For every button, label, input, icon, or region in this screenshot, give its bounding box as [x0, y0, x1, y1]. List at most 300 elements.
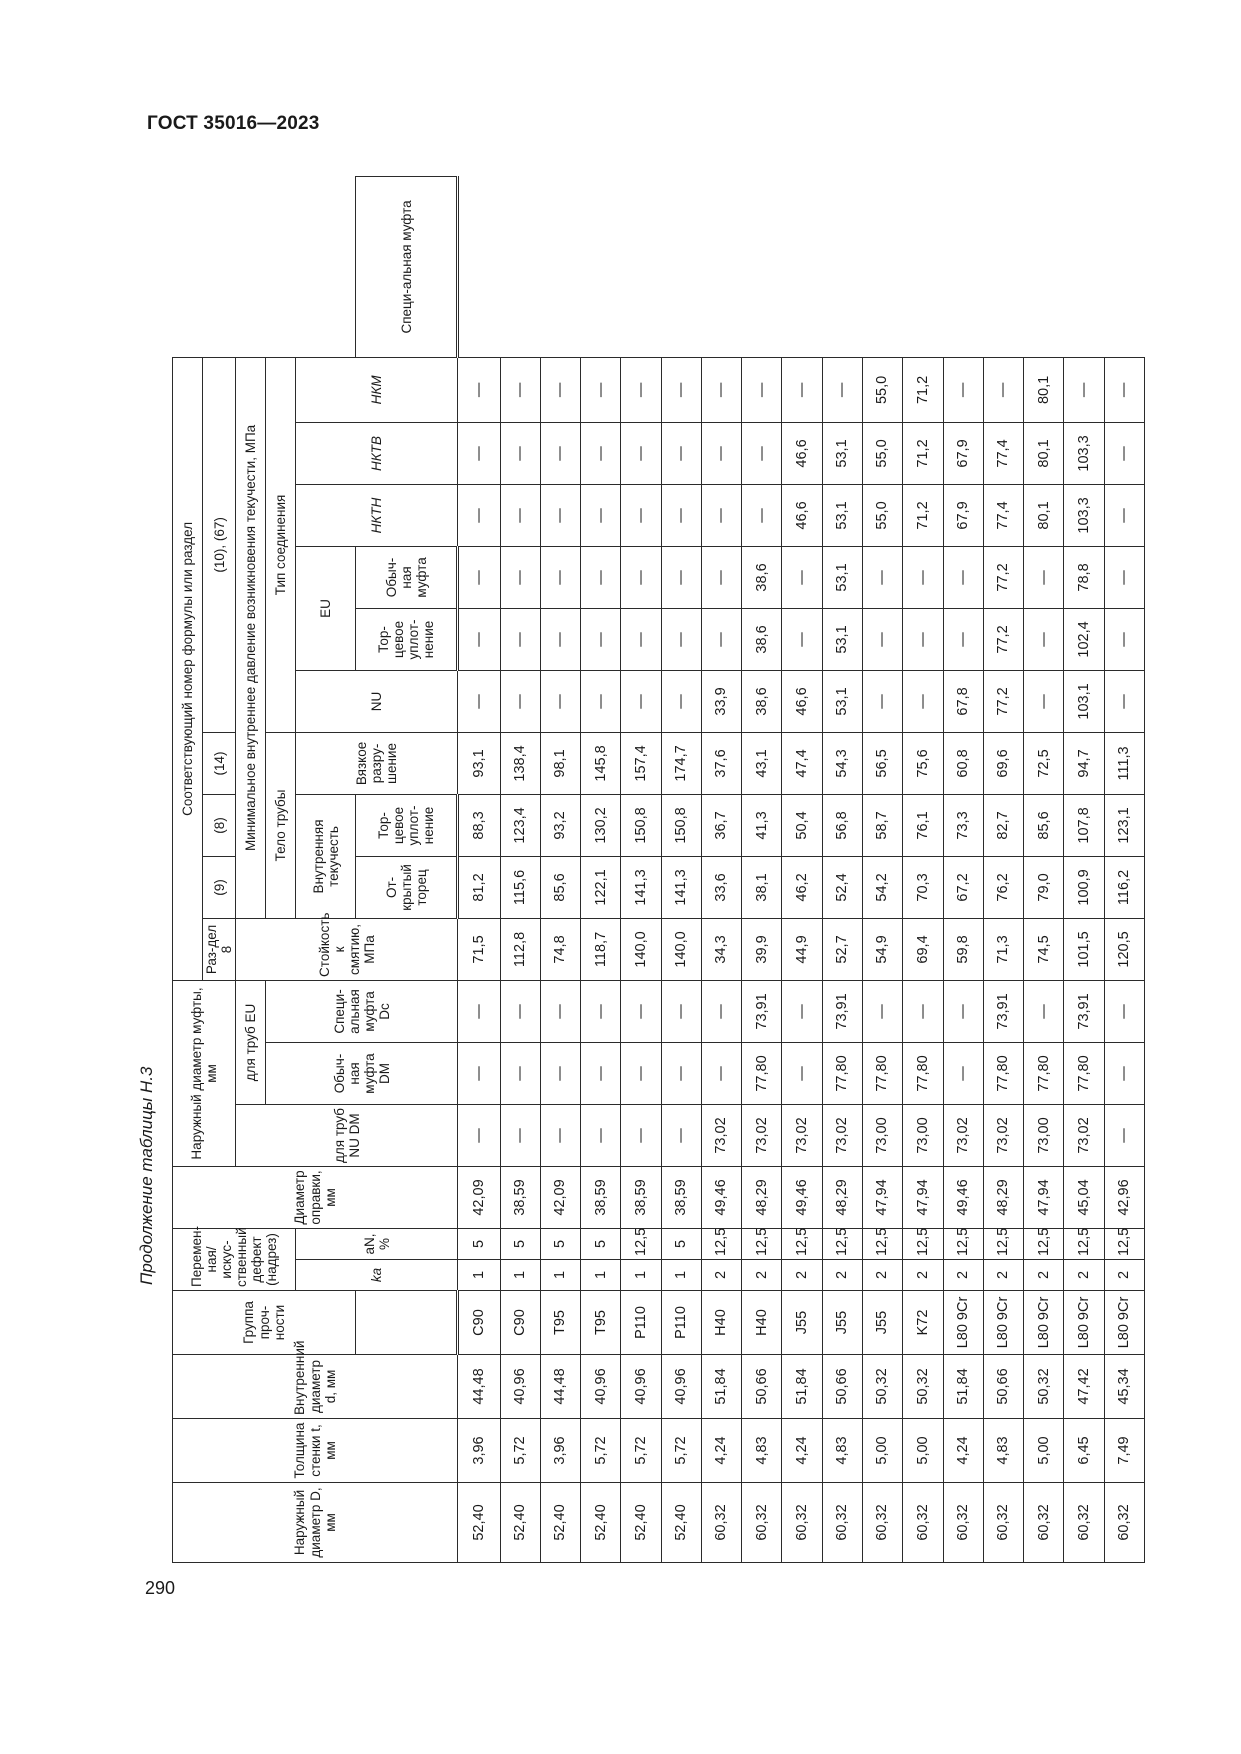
table-cell: L80 9Cr — [1064, 1291, 1104, 1355]
table-cell: — — [621, 546, 661, 608]
table-cell: 1 — [621, 1260, 661, 1291]
table-cell: — — [458, 357, 500, 422]
table-cell: 69,4 — [903, 918, 943, 980]
table-cell: 54,9 — [862, 918, 902, 980]
table-cell: 45,04 — [1064, 1166, 1104, 1228]
table-cell: 52,7 — [822, 918, 862, 980]
table-cell: 5,00 — [903, 1419, 943, 1483]
table-cell: 39,9 — [742, 918, 782, 980]
table-cell: — — [701, 980, 741, 1042]
table-cell: 123,1 — [1104, 794, 1144, 856]
table-cell: — — [581, 546, 621, 608]
table-cell: — — [661, 1104, 701, 1166]
table-cell: 103,3 — [1064, 484, 1104, 546]
table-caption: Продолжение таблицы Н.3 — [137, 1066, 156, 1285]
table-cell: 141,3 — [661, 856, 701, 918]
table-cell: 103,1 — [1064, 670, 1104, 732]
table-cell: 44,48 — [540, 1355, 580, 1419]
table-cell: 5,72 — [581, 1419, 621, 1483]
table-cell: 12,5 — [822, 1228, 862, 1259]
table-cell: 38,6 — [742, 546, 782, 608]
table-cell: 48,29 — [822, 1166, 862, 1228]
table-cell: 2 — [742, 1260, 782, 1291]
table-cell: 76,1 — [903, 794, 943, 856]
table-cell: 100,9 — [1064, 856, 1104, 918]
table-cell: — — [458, 1042, 500, 1104]
table-cell: — — [581, 357, 621, 422]
table-cell: — — [903, 980, 943, 1042]
table-cell: — — [540, 670, 580, 732]
table-row — [661, 177, 701, 1563]
table-cell: — — [500, 980, 540, 1042]
table-cell: 12,5 — [621, 1228, 661, 1259]
table-cell: 74,8 — [540, 918, 580, 980]
header-internal-yield: Внутренняя текучесть — [296, 794, 356, 918]
table-cell: — — [1104, 357, 1144, 422]
table-cell: — — [782, 546, 822, 608]
table-cell: 4,83 — [983, 1419, 1023, 1483]
header-section-8: Раз-дел 8 — [203, 918, 236, 980]
table-cell: 130,2 — [581, 794, 621, 856]
table-head — [173, 177, 458, 1563]
table-cell: — — [903, 546, 943, 608]
table-cell: — — [943, 608, 983, 670]
header-inner-diameter: Внутренний диаметр d, мм — [173, 1355, 458, 1419]
table-cell: — — [581, 980, 621, 1042]
table-cell: 33,9 — [701, 670, 741, 732]
header-end-seal-ductile: Тор-цевое уплот-нение — [356, 608, 458, 670]
table-cell: 115,6 — [500, 856, 540, 918]
table-cell: — — [540, 422, 580, 484]
table-cell: 77,80 — [822, 1042, 862, 1104]
table-cell: 140,0 — [621, 918, 661, 980]
table-cell: 53,1 — [822, 608, 862, 670]
table-cell: 73,00 — [903, 1104, 943, 1166]
table-cell: L80 9Cr — [943, 1291, 983, 1355]
table-cell: 77,4 — [983, 484, 1023, 546]
table-cell: 50,66 — [742, 1355, 782, 1419]
table-cell: 42,09 — [458, 1166, 500, 1228]
table-cell: — — [540, 546, 580, 608]
header-connection-type: Тип соединения — [266, 357, 296, 732]
table-cell: 67,2 — [943, 856, 983, 918]
header-formula-14: (14) — [203, 732, 236, 794]
table-cell: 40,96 — [661, 1355, 701, 1419]
table-cell: — — [581, 670, 621, 732]
table-cell: — — [742, 357, 782, 422]
table-row — [943, 177, 983, 1563]
table-cell: — — [1024, 670, 1064, 732]
table-cell: — — [661, 357, 701, 422]
table-cell: — — [540, 1042, 580, 1104]
table-cell: 12,5 — [1024, 1228, 1064, 1259]
table-cell: — — [540, 1104, 580, 1166]
table-cell: 33,6 — [701, 856, 741, 918]
table-cell: 41,3 — [742, 794, 782, 856]
table-cell: 52,4 — [822, 856, 862, 918]
table-row — [540, 177, 580, 1563]
table-cell: — — [621, 608, 661, 670]
table-cell: — — [540, 608, 580, 670]
table-cell: — — [458, 1104, 500, 1166]
table-cell: — — [701, 484, 741, 546]
table-cell: 81,2 — [458, 856, 500, 918]
table-cell: — — [458, 608, 500, 670]
table-cell: — — [458, 670, 500, 732]
table-cell: 111,3 — [1104, 732, 1144, 794]
table-cell: 157,4 — [621, 732, 661, 794]
table-cell: 60,32 — [701, 1483, 741, 1563]
table-cell: J55 — [822, 1291, 862, 1355]
table-cell: 60,32 — [1064, 1483, 1104, 1563]
table-cell: — — [903, 670, 943, 732]
table-cell: — — [540, 980, 580, 1042]
table-cell: 77,2 — [983, 670, 1023, 732]
table-cell: 44,48 — [458, 1355, 500, 1419]
table-cell: 1 — [500, 1260, 540, 1291]
table-cell: 60,8 — [943, 732, 983, 794]
table-cell: — — [862, 670, 902, 732]
table-cell: — — [701, 546, 741, 608]
table-cell: 50,66 — [983, 1355, 1023, 1419]
table-cell: 5 — [661, 1228, 701, 1259]
table-cell: — — [903, 608, 943, 670]
table-cell: — — [1104, 546, 1144, 608]
table-cell: 2 — [943, 1260, 983, 1291]
table-cell: 51,84 — [701, 1355, 741, 1419]
table-cell: P110 — [621, 1291, 661, 1355]
table-cell: 1 — [540, 1260, 580, 1291]
table-cell: — — [500, 1104, 540, 1166]
table-cell: 78,8 — [1064, 546, 1104, 608]
table-cell: 88,3 — [458, 794, 500, 856]
header-formula-number: Соответствующий номер формулы или раздел — [173, 357, 203, 980]
table-cell: — — [581, 1042, 621, 1104]
table-cell: 73,02 — [1064, 1104, 1104, 1166]
table-cell: — — [701, 1042, 741, 1104]
table-cell: 48,29 — [983, 1166, 1023, 1228]
table-cell: 47,94 — [903, 1166, 943, 1228]
table-cell: 49,46 — [782, 1166, 822, 1228]
header-nktn: НКТН — [296, 484, 458, 546]
table-cell: 40,96 — [500, 1355, 540, 1419]
table-cell: — — [1104, 670, 1144, 732]
table-cell: 77,2 — [983, 608, 1023, 670]
table-cell: C90 — [458, 1291, 500, 1355]
table-cell: 67,9 — [943, 422, 983, 484]
table-cell: 38,59 — [581, 1166, 621, 1228]
table-cell: 52,40 — [500, 1483, 540, 1563]
table-cell: 140,0 — [661, 918, 701, 980]
table-cell: 5,00 — [862, 1419, 902, 1483]
table-cell: 73,02 — [701, 1104, 741, 1166]
header-formula-9: (9) — [203, 856, 236, 918]
table-cell: 77,80 — [862, 1042, 902, 1104]
document-header: ГОСТ 35016—2023 — [147, 113, 320, 134]
table-cell: 71,2 — [903, 422, 943, 484]
header-min-internal-pressure: Минимальное внутреннее давление возникновения текучести, МПа — [236, 357, 266, 918]
table-cell: 60,32 — [822, 1483, 862, 1563]
header-eu-special-coupling: Специ-альная муфта Dc — [266, 980, 458, 1042]
table-cell: — — [621, 980, 661, 1042]
table-cell: 40,96 — [581, 1355, 621, 1419]
table-cell: 4,24 — [782, 1419, 822, 1483]
table-cell: 145,8 — [581, 732, 621, 794]
table-cell: — — [500, 357, 540, 422]
table-cell: 73,91 — [742, 980, 782, 1042]
table-cell: 4,83 — [742, 1419, 782, 1483]
table-cell: 73,02 — [742, 1104, 782, 1166]
table-cell: — — [458, 546, 500, 608]
table-cell: 12,5 — [862, 1228, 902, 1259]
table-cell: L80 9Cr — [1104, 1291, 1144, 1355]
table-cell: 56,8 — [822, 794, 862, 856]
table-cell: — — [1104, 608, 1144, 670]
table-cell: 50,32 — [903, 1355, 943, 1419]
table-cell: — — [701, 422, 741, 484]
table-cell: 77,80 — [903, 1042, 943, 1104]
header-nu: NU — [296, 670, 458, 732]
table-cell: 79,0 — [1024, 856, 1064, 918]
header-nu-pipe: для труб NU DM — [236, 1104, 458, 1166]
table-cell: — — [943, 980, 983, 1042]
table-cell: 46,2 — [782, 856, 822, 918]
table-cell: 50,4 — [782, 794, 822, 856]
table-row — [458, 177, 500, 1563]
table-row — [903, 177, 943, 1563]
table-cell: 103,3 — [1064, 422, 1104, 484]
table-cell: — — [621, 484, 661, 546]
table-cell: — — [701, 357, 741, 422]
table-row — [983, 177, 1023, 1563]
table-cell: 2 — [822, 1260, 862, 1291]
table-cell: 46,6 — [782, 484, 822, 546]
table-cell: 47,4 — [782, 732, 822, 794]
table-cell: — — [1064, 357, 1104, 422]
table-cell: — — [458, 484, 500, 546]
table-cell: 51,84 — [943, 1355, 983, 1419]
table-cell: 4,24 — [701, 1419, 741, 1483]
table-row — [742, 177, 782, 1563]
table-cell: 60,32 — [742, 1483, 782, 1563]
table-cell: 77,80 — [983, 1042, 1023, 1104]
table-cell: 7,49 — [1104, 1419, 1144, 1483]
header-end-seal-lame: Тор-цевое уплот-нение — [356, 794, 458, 856]
table-cell: T95 — [581, 1291, 621, 1355]
table-cell: 123,4 — [500, 794, 540, 856]
table-cell: — — [458, 980, 500, 1042]
table-cell: — — [1104, 422, 1144, 484]
header-wall-thickness: Толщина стенки t, мм — [173, 1419, 458, 1483]
table-cell: 58,7 — [862, 794, 902, 856]
table-cell: L80 9Cr — [1024, 1291, 1064, 1355]
table-cell: 116,2 — [1104, 856, 1144, 918]
table-cell: 1 — [581, 1260, 621, 1291]
table-cell: 49,46 — [943, 1166, 983, 1228]
table-cell: 76,2 — [983, 856, 1023, 918]
table-cell: 71,5 — [458, 918, 500, 980]
table-cell: 53,1 — [822, 484, 862, 546]
table-cell: 3,96 — [458, 1419, 500, 1483]
table-cell: 47,42 — [1064, 1355, 1104, 1419]
table-cell: 5,72 — [621, 1419, 661, 1483]
table-cell: 2 — [782, 1260, 822, 1291]
table-cell: 42,09 — [540, 1166, 580, 1228]
header-nktv: НКТВ — [296, 422, 458, 484]
table-cell: 46,6 — [782, 422, 822, 484]
table-row — [500, 177, 540, 1563]
table-cell: 43,1 — [742, 732, 782, 794]
table-cell: 2 — [1104, 1260, 1144, 1291]
table-cell: 12,5 — [1064, 1228, 1104, 1259]
table-cell: — — [862, 546, 902, 608]
table-cell: 47,94 — [1024, 1166, 1064, 1228]
table-cell: 112,8 — [500, 918, 540, 980]
table-cell: — — [782, 1042, 822, 1104]
table-cell: 5 — [458, 1228, 500, 1259]
table-cell: 60,32 — [1024, 1483, 1064, 1563]
table-cell: 107,8 — [1064, 794, 1104, 856]
table-cell: — — [943, 357, 983, 422]
header-strength-grade-spacer — [356, 1291, 458, 1355]
table-cell: 4,24 — [943, 1419, 983, 1483]
table-cell: 80,1 — [1024, 422, 1064, 484]
table-cell: 73,91 — [983, 980, 1023, 1042]
table-cell: 67,8 — [943, 670, 983, 732]
table-cell: 77,80 — [1024, 1042, 1064, 1104]
table-cell: — — [661, 484, 701, 546]
header-outer-diameter: Наружный диаметр D, мм — [173, 1483, 458, 1563]
table-cell: 54,2 — [862, 856, 902, 918]
table-cell: J55 — [782, 1291, 822, 1355]
table-cell: 71,2 — [903, 484, 943, 546]
table-cell: P110 — [661, 1291, 701, 1355]
table-cell: T95 — [540, 1291, 580, 1355]
table-cell: 38,59 — [661, 1166, 701, 1228]
table-cell: 38,59 — [500, 1166, 540, 1228]
header-eu-special: Специ-альная муфта — [356, 177, 458, 358]
table-cell: 53,1 — [822, 670, 862, 732]
table-cell: 85,6 — [1024, 794, 1064, 856]
table-cell: — — [822, 357, 862, 422]
data-table — [172, 176, 1145, 1563]
table-cell: L80 9Cr — [983, 1291, 1023, 1355]
table-cell: 73,02 — [943, 1104, 983, 1166]
table-cell: — — [943, 546, 983, 608]
table-cell: 4,83 — [822, 1419, 862, 1483]
table-cell: 2 — [903, 1260, 943, 1291]
table-cell: 3,96 — [540, 1419, 580, 1483]
table-cell: 77,80 — [742, 1042, 782, 1104]
table-cell: 12,5 — [782, 1228, 822, 1259]
table-cell: — — [581, 608, 621, 670]
table-cell: — — [1024, 980, 1064, 1042]
table-cell: — — [943, 1042, 983, 1104]
table-cell: — — [458, 422, 500, 484]
table-cell: — — [1104, 1042, 1144, 1104]
header-strength-grade: Группа проч-ности — [173, 1291, 356, 1355]
table-cell: 2 — [862, 1260, 902, 1291]
table-cell: 138,4 — [500, 732, 540, 794]
table-cell: 38,1 — [742, 856, 782, 918]
table-cell: 12,5 — [903, 1228, 943, 1259]
table-cell: 52,40 — [581, 1483, 621, 1563]
table-cell: 73,00 — [1024, 1104, 1064, 1166]
table-cell: 102,4 — [1064, 608, 1104, 670]
table-cell: 82,7 — [983, 794, 1023, 856]
table-cell: 73,91 — [1064, 980, 1104, 1042]
table-cell: — — [661, 1042, 701, 1104]
table-cell: 55,0 — [862, 357, 902, 422]
table-cell: 50,32 — [1024, 1355, 1064, 1419]
table-cell: 60,32 — [943, 1483, 983, 1563]
table-cell: 118,7 — [581, 918, 621, 980]
header-ka: ka — [296, 1260, 458, 1291]
table-cell: 40,96 — [621, 1355, 661, 1419]
table-cell: 12,5 — [943, 1228, 983, 1259]
table-cell: — — [742, 422, 782, 484]
table-cell: 73,02 — [983, 1104, 1023, 1166]
table-cell: 1 — [458, 1260, 500, 1291]
table-cell: — — [1104, 1104, 1144, 1166]
header-eu-pipe: для труб EU — [236, 980, 266, 1104]
table-cell: — — [621, 357, 661, 422]
table-cell: — — [581, 1104, 621, 1166]
header-formula-10-67: (10), (67) — [203, 357, 236, 732]
table-cell: — — [661, 670, 701, 732]
table-cell: 12,5 — [983, 1228, 1023, 1259]
table-cell: 174,7 — [661, 732, 701, 794]
table-cell: 141,3 — [621, 856, 661, 918]
table-cell: 94,7 — [1064, 732, 1104, 794]
table-cell: 42,96 — [1104, 1166, 1144, 1228]
table-cell: 48,29 — [742, 1166, 782, 1228]
table-cell: 53,1 — [822, 546, 862, 608]
table-cell: — — [701, 608, 741, 670]
table-cell: — — [500, 608, 540, 670]
table-cell: 5,72 — [661, 1419, 701, 1483]
table-cell: C90 — [500, 1291, 540, 1355]
table-cell: 5 — [540, 1228, 580, 1259]
table-cell: 55,0 — [862, 422, 902, 484]
table-cell: 150,8 — [661, 794, 701, 856]
table-cell: H40 — [742, 1291, 782, 1355]
table-row — [1064, 177, 1104, 1563]
table-cell: 2 — [983, 1260, 1023, 1291]
table-cell: 52,40 — [621, 1483, 661, 1563]
table-cell: — — [500, 422, 540, 484]
table-cell: K72 — [903, 1291, 943, 1355]
table-cell: 122,1 — [581, 856, 621, 918]
table-cell: — — [782, 980, 822, 1042]
table-cell: 44,9 — [782, 918, 822, 980]
table-cell: 38,6 — [742, 670, 782, 732]
table-cell: 70,3 — [903, 856, 943, 918]
table-cell: 150,8 — [621, 794, 661, 856]
header-open-end: От-крытый торец — [356, 856, 458, 918]
table-cell: — — [862, 980, 902, 1042]
table-cell: 5,72 — [500, 1419, 540, 1483]
table-cell: 73,02 — [822, 1104, 862, 1166]
table-cell: 71,2 — [903, 357, 943, 422]
table-cell: 73,91 — [822, 980, 862, 1042]
table-cell: 12,5 — [742, 1228, 782, 1259]
table-cell: — — [661, 980, 701, 1042]
table-cell: 55,0 — [862, 484, 902, 546]
table-cell: — — [621, 670, 661, 732]
table-cell: — — [1024, 608, 1064, 670]
header-pipe-body: Тело трубы — [266, 732, 296, 918]
